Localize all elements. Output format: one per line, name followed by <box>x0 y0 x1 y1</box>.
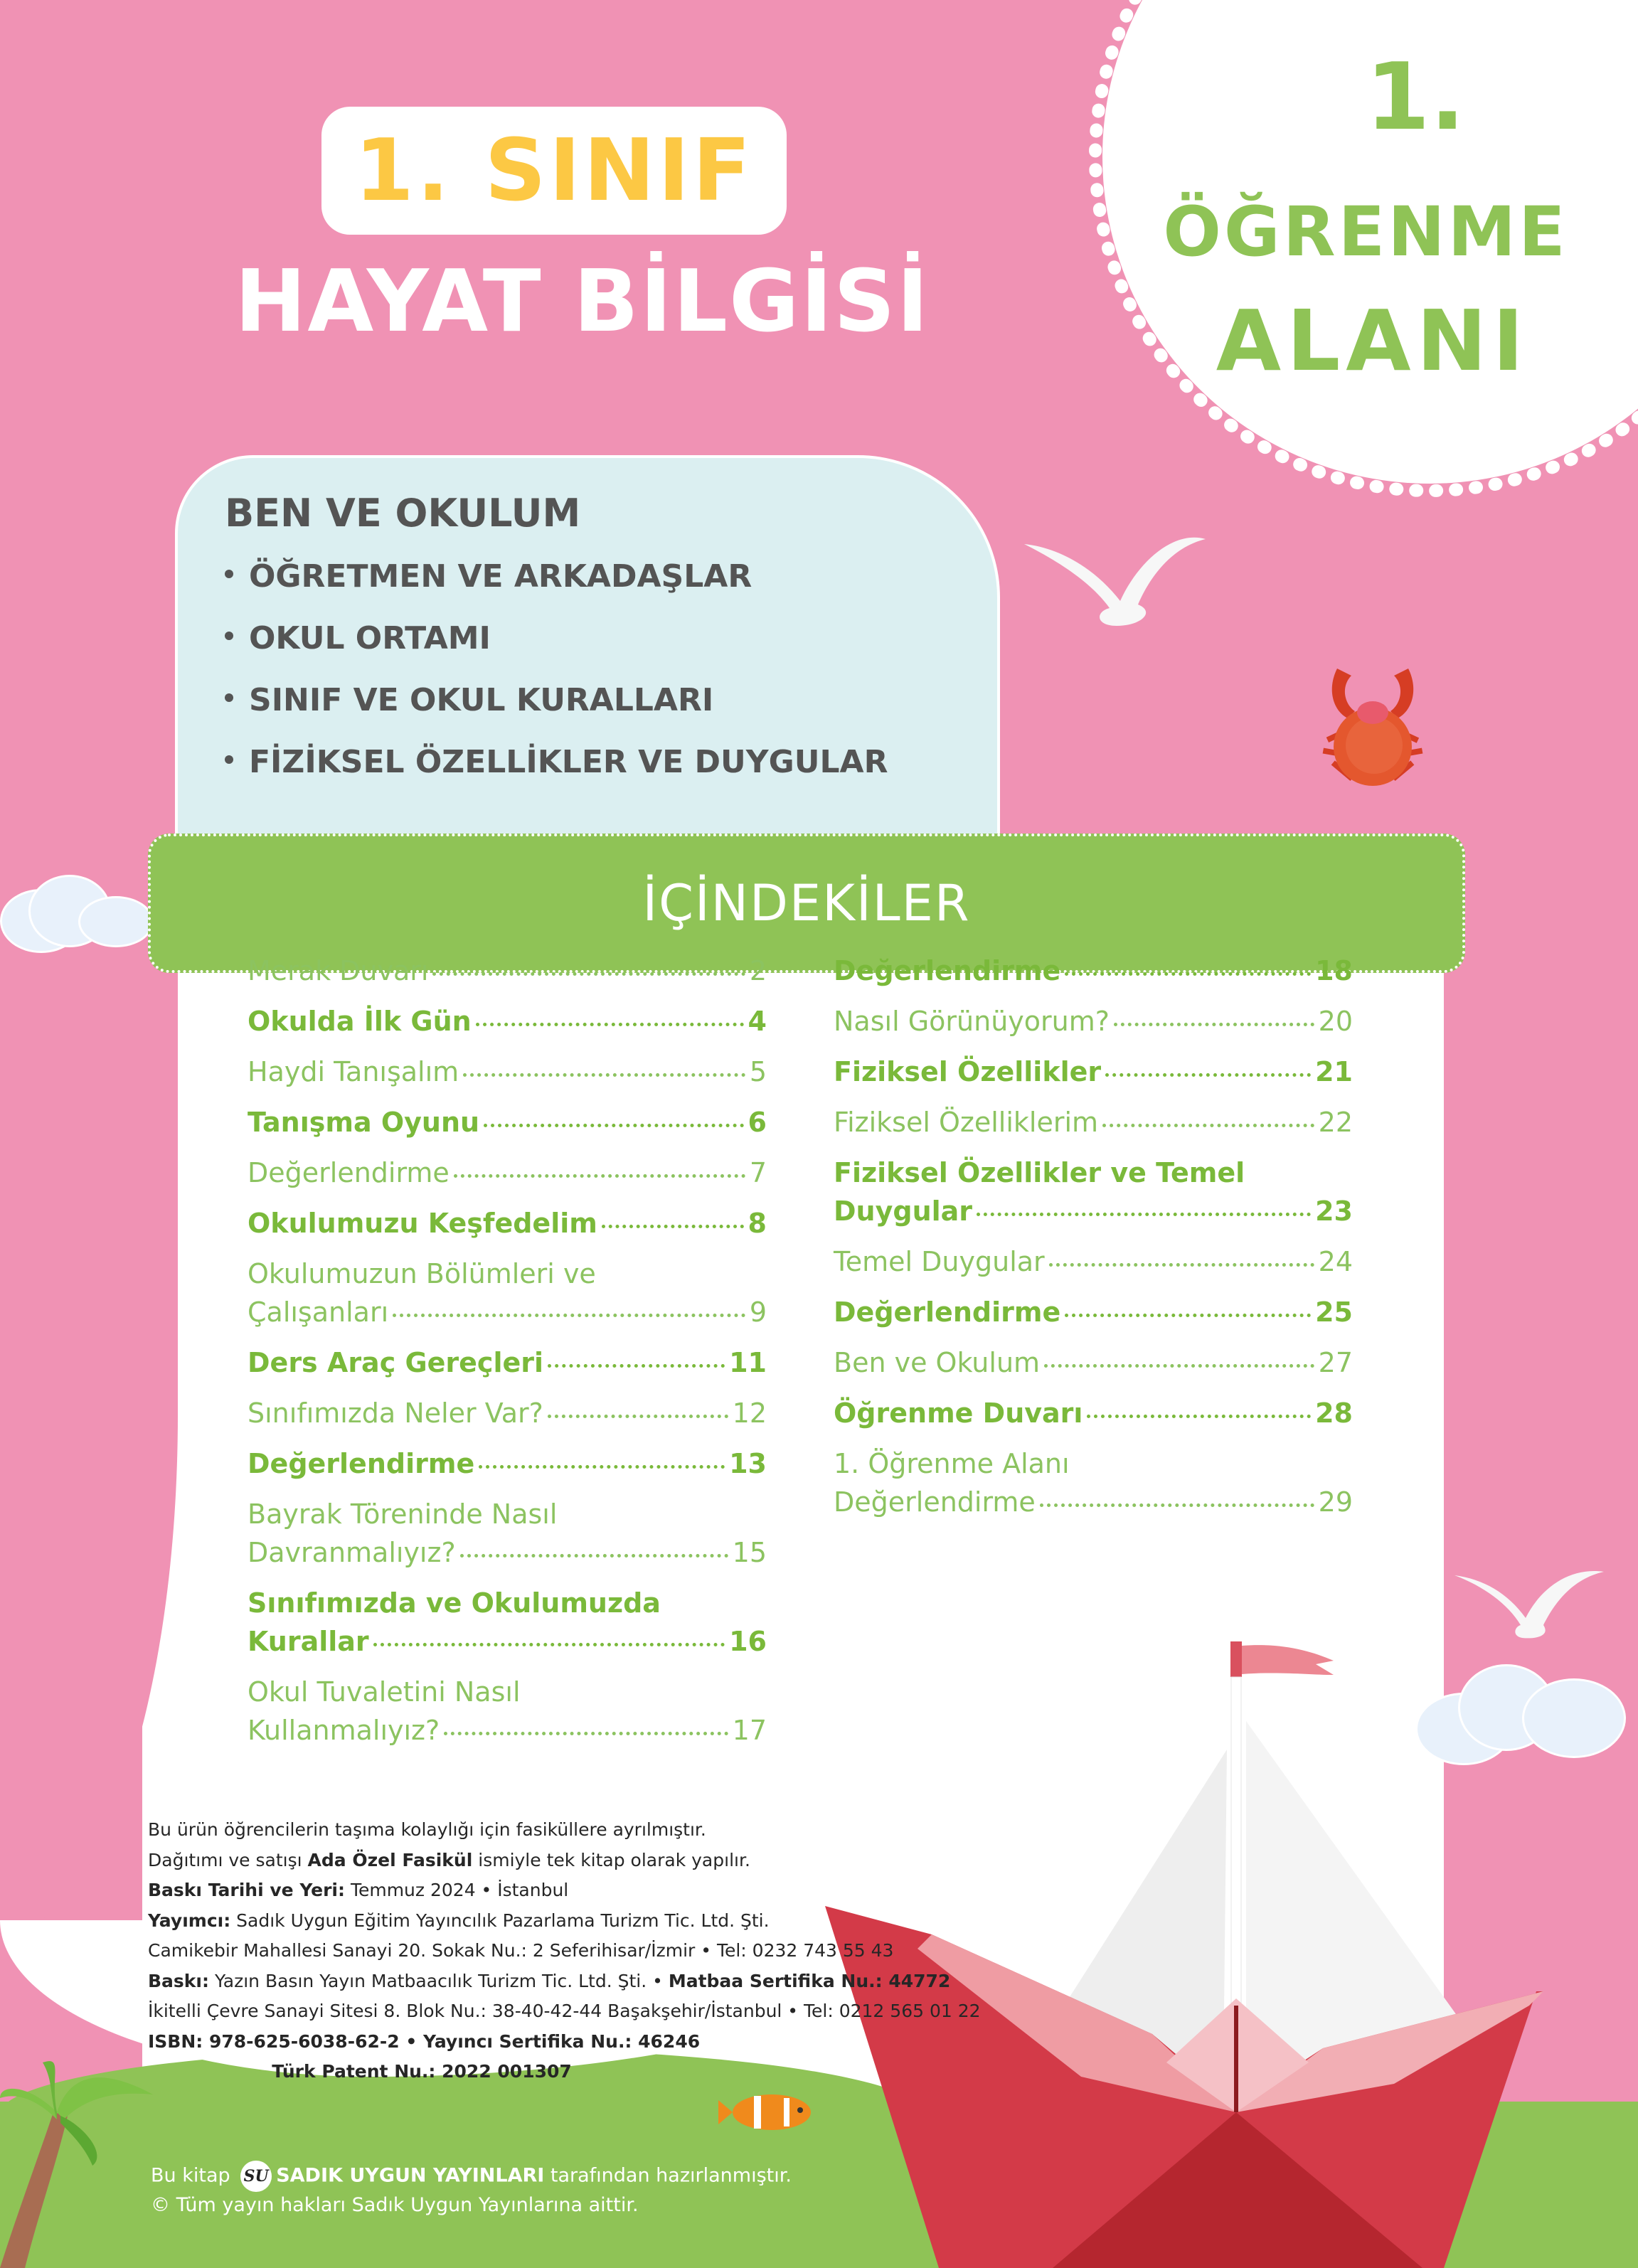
toc-entry-title: Kurallar <box>248 1626 369 1657</box>
toc-entry-title: Fiziksel Özelliklerim <box>834 1107 1099 1138</box>
toc-page-number: 25 <box>1315 1297 1353 1328</box>
toc-dot-leader <box>1105 1073 1311 1077</box>
toc-entry[interactable] <box>834 1002 1353 1040</box>
isbn: ISBN: 978-625-6038-62-2 • Yayıncı Sertifika Nu.: 46246 <box>148 2030 701 2052</box>
publisher-name: SADIK UYGUN YAYINLARI <box>276 2164 545 2187</box>
toc-dot-leader <box>484 1124 743 1127</box>
toc-entry[interactable] <box>248 1103 767 1141</box>
toc-page-number: 18 <box>1315 955 1353 986</box>
toc-entry-row <box>248 1622 767 1661</box>
grade-label-box <box>321 107 787 235</box>
toc-page-number: 4 <box>748 1006 767 1037</box>
toc-entry-title: Değerlendirme <box>248 1448 475 1479</box>
toc-page-number: 24 <box>1318 1246 1353 1277</box>
toc-page-number: 5 <box>749 1056 767 1087</box>
cloud-left-icon <box>0 875 164 953</box>
toc-entry[interactable] <box>834 952 1353 990</box>
toc-entry-title: Ders Araç Gereçleri <box>248 1347 544 1378</box>
unit-topic-label: OKUL ORTAMI <box>249 620 491 656</box>
toc-entry-row <box>834 1242 1353 1281</box>
toc-entry[interactable] <box>248 952 767 990</box>
toc-dot-leader <box>1040 1503 1314 1507</box>
unit-topic-label: FİZİKSEL ÖZELLİKLER VE DUYGULAR <box>249 744 888 780</box>
toc-entry[interactable] <box>248 1394 767 1432</box>
toc-dot-leader <box>1102 1124 1314 1127</box>
toc-entry-title: Fiziksel Özellikler <box>834 1056 1102 1087</box>
toc-entry-row <box>248 1204 767 1242</box>
toc-entry[interactable] <box>248 1002 767 1040</box>
toc-entry-title: Temel Duygular <box>834 1246 1045 1277</box>
toc-dot-leader <box>444 1732 728 1735</box>
imprint-bold: Ada Özel Fasikül <box>307 1849 473 1870</box>
bullet-icon <box>225 570 233 578</box>
imprint-line: Camikebir Mahallesi Sanayi 20. Sokak Nu.: 2 Seferihisar/İzmir • Tel: 0232 743 55 43 <box>148 1940 894 1961</box>
toc-entry-title: Fiziksel Özellikler ve Temel <box>834 1157 1245 1188</box>
badge-number: 1. <box>1366 43 1465 151</box>
toc-entry[interactable] <box>248 1584 767 1661</box>
toc-entry-title: Okulumuzu Keşfedelim <box>248 1208 597 1239</box>
toc-page-number: 17 <box>732 1715 767 1746</box>
toc-entry-title: Davranmalıyız? <box>248 1537 456 1568</box>
imprint-label: Baskı: <box>148 1970 209 1991</box>
toc-entry-row <box>834 1483 1353 1521</box>
footer-credit <box>151 2161 792 2192</box>
toc-page-number: 7 <box>749 1157 767 1188</box>
toc-page-number: 12 <box>732 1397 767 1429</box>
toc-entry-row <box>248 1394 767 1432</box>
toc-entry-title: Değerlendirme <box>834 1297 1061 1328</box>
toc-page-number: 22 <box>1318 1107 1353 1138</box>
toc-entry-row <box>834 1192 1353 1230</box>
toc-entry-title: Merak Duvarı <box>248 955 429 986</box>
crab-icon <box>1316 647 1430 797</box>
toc-entry-row <box>248 952 767 990</box>
toc-page-number: 20 <box>1318 1006 1353 1037</box>
toc-entry-row <box>834 1293 1353 1331</box>
toc-entry[interactable] <box>834 1242 1353 1281</box>
toc-page-number: 23 <box>1315 1196 1353 1227</box>
imprint-line <box>148 2057 1073 2087</box>
toc-dot-leader <box>463 1073 745 1077</box>
bullet-icon <box>225 755 233 764</box>
toc-page-number: 6 <box>748 1107 767 1138</box>
palm-tree-icon <box>0 2041 171 2268</box>
toc-entry-row <box>248 1711 767 1750</box>
imprint-line: İkitelli Çevre Sanayi Sitesi 8. Blok Nu.: 38-40-42-44 Başakşehir/İstanbul • Tel: 0212 565 01 22 <box>148 2001 981 2021</box>
toc-dot-leader <box>977 1213 1311 1216</box>
toc-entry-row <box>834 1002 1353 1040</box>
toc-entry[interactable] <box>834 1103 1353 1141</box>
toc-entry-row <box>248 1103 767 1141</box>
badge-line1: ÖĞRENME <box>1163 192 1568 272</box>
toc-entry[interactable] <box>248 1495 767 1572</box>
toc-entry-row <box>834 952 1353 990</box>
footer-text: Bu kitap <box>151 2164 237 2187</box>
toc-entry[interactable] <box>834 1394 1353 1432</box>
imprint-label: Baskı Tarihi ve Yeri: <box>148 1880 345 1900</box>
toc-dot-leader <box>1049 1263 1314 1267</box>
toc-entry-title: Okulda İlk Gün <box>248 1006 472 1037</box>
toc-page-number: 8 <box>748 1208 767 1239</box>
toc-page-number: 2 <box>749 955 767 986</box>
bullet-icon <box>225 632 233 640</box>
imprint-line <box>148 2027 1073 2057</box>
toc-entry-row <box>248 1533 767 1572</box>
unit-topic-label: SINIF VE OKUL KURALLARI <box>249 682 714 718</box>
toc-entry-row <box>248 1053 767 1091</box>
toc-entry-title: Sınıfımızda Neler Var? <box>248 1397 543 1429</box>
imprint-text: Dağıtımı ve satışı <box>148 1849 308 1870</box>
toc-left-column <box>248 952 767 1762</box>
toc-dot-leader <box>548 1415 728 1418</box>
badge-line2: ALANI <box>1216 292 1530 390</box>
toc-dot-leader <box>476 1023 744 1026</box>
toc-dot-leader <box>1065 972 1311 976</box>
toc-entry-title: Haydi Tanışalım <box>248 1056 459 1087</box>
toc-entry[interactable] <box>248 1154 767 1192</box>
toc-entry[interactable] <box>248 1053 767 1091</box>
toc-page-number: 29 <box>1318 1486 1353 1518</box>
toc-entry-title: Değerlendirme <box>248 1157 450 1188</box>
imprint-line <box>148 1846 1073 1876</box>
toc-page-number: 28 <box>1315 1397 1353 1429</box>
toc-entry-title: Duygular <box>834 1196 973 1227</box>
toc-entry-row <box>248 1154 767 1192</box>
toc-entry-title: Tanışma Oyunu <box>248 1107 480 1138</box>
toc-page-number: 13 <box>729 1448 767 1479</box>
patent: Türk Patent Nu.: 2022 001307 <box>272 2061 572 2082</box>
imprint-line: Bu ürün öğrencilerin taşıma kolaylığı için fasiküllere ayrılmıştır. <box>148 1819 706 1840</box>
toc-entry[interactable] <box>248 1673 767 1750</box>
grade-label: 1. SINIF <box>354 121 754 220</box>
toc-entry-title: 1. Öğrenme Alanı <box>834 1448 1070 1479</box>
toc-entry[interactable] <box>248 1204 767 1242</box>
toc-entry[interactable] <box>834 1053 1353 1091</box>
imprint-block <box>148 1815 1073 2087</box>
imprint-label: Yayımcı: <box>148 1910 231 1931</box>
toc-page-number: 21 <box>1315 1056 1353 1087</box>
toc-page-number: 16 <box>729 1626 767 1657</box>
toc-entry-row <box>248 1444 767 1483</box>
seagull-icon <box>1017 512 1209 626</box>
toc-entry-title: Sınıfımızda ve Okulumuzda <box>248 1587 661 1619</box>
toc-entry[interactable] <box>834 1444 1353 1521</box>
toc-entry[interactable] <box>834 1154 1353 1230</box>
clownfish-icon <box>718 2087 825 2137</box>
toc-entry[interactable] <box>248 1343 767 1382</box>
toc-dot-leader <box>460 1554 728 1558</box>
toc-dot-leader <box>548 1364 725 1368</box>
imprint-bold: Matbaa Sertifika Nu.: 44772 <box>668 1970 951 1991</box>
copyright: © Tüm yayın hakları Sadık Uygun Yayınlarına aittir. <box>151 2194 639 2216</box>
imprint-line <box>148 1966 1073 1997</box>
toc-entry-row <box>834 1394 1353 1432</box>
toc-dot-leader <box>1087 1415 1311 1418</box>
toc-entry-title: Öğrenme Duvarı <box>834 1397 1083 1429</box>
toc-dot-leader <box>454 1174 745 1178</box>
toc-entry-row <box>834 1103 1353 1141</box>
toc-dot-leader <box>373 1643 725 1646</box>
subject-title: HAYAT BİLGİSİ <box>235 252 930 351</box>
toc-entry[interactable] <box>248 1255 767 1331</box>
toc-entry-title: Ben ve Okulum <box>834 1347 1041 1378</box>
imprint-line <box>148 1906 1073 1937</box>
toc-entry-title: Kullanmalıyız? <box>248 1715 440 1746</box>
toc-page-number: 27 <box>1318 1347 1353 1378</box>
toc-dot-leader <box>479 1465 725 1469</box>
toc-entry[interactable] <box>834 1293 1353 1331</box>
toc-entry-row <box>248 1002 767 1040</box>
toc-page-number: 11 <box>729 1347 767 1378</box>
toc-entry-row <box>248 1293 767 1331</box>
imprint-text: ismiyle tek kitap olarak yapılır. <box>472 1849 750 1870</box>
unit-topic-label: ÖĞRETMEN VE ARKADAŞLAR <box>249 558 752 595</box>
toc-entry-title: Çalışanları <box>248 1297 389 1328</box>
imprint-text: Sadık Uygun Eğitim Yayıncılık Pazarlama Turizm Tic. Ltd. Şti. <box>230 1910 770 1931</box>
unit-topic <box>225 744 888 780</box>
bullet-icon <box>225 693 233 702</box>
toc-right-column <box>834 952 1353 1533</box>
toc-heading: İÇİNDEKİLER <box>642 874 971 932</box>
imprint-text: Yazın Basın Yayın Matbaacılık Turizm Tic. Ltd. Şti. • <box>209 1970 669 1991</box>
unit-title: BEN VE OKULUM <box>225 491 581 536</box>
toc-dot-leader <box>393 1314 745 1317</box>
toc-entry-title: Değerlendirme <box>834 955 1061 986</box>
toc-page-number: 15 <box>732 1537 767 1568</box>
toc-entry[interactable] <box>248 1444 767 1483</box>
toc-dot-leader <box>432 972 745 976</box>
toc-entry[interactable] <box>834 1343 1353 1382</box>
toc-entry-title: Bayrak Töreninde Nasıl <box>248 1498 558 1530</box>
publisher-logo-icon: SU <box>240 2161 272 2192</box>
toc-dot-leader <box>1114 1023 1314 1026</box>
footer-text: tarafından hazırlanmıştır. <box>544 2164 792 2187</box>
unit-topic <box>225 620 491 656</box>
toc-entry-row <box>834 1053 1353 1091</box>
unit-topic <box>225 682 713 718</box>
toc-dot-leader <box>602 1225 744 1228</box>
toc-dot-leader <box>1044 1364 1314 1368</box>
imprint-line <box>148 1875 1073 1906</box>
toc-entry-title: Nasıl Görünüyorum? <box>834 1006 1110 1037</box>
toc-entry-row <box>248 1343 767 1382</box>
unit-topic <box>225 558 752 595</box>
toc-dot-leader <box>1065 1314 1311 1317</box>
imprint-text: Temmuz 2024 • İstanbul <box>345 1880 569 1900</box>
toc-entry-title: Değerlendirme <box>834 1486 1036 1518</box>
toc-page-number: 9 <box>749 1297 767 1328</box>
toc-entry-title: Okulumuzun Bölümleri ve <box>248 1258 596 1289</box>
toc-entry-title: Okul Tuvaletini Nasıl <box>248 1676 521 1708</box>
toc-entry-row <box>834 1343 1353 1382</box>
